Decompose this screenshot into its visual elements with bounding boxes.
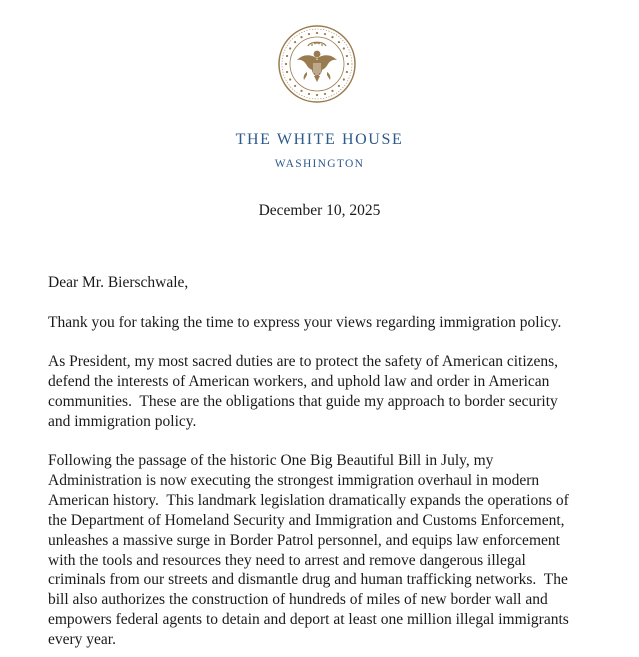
seal-star-icon bbox=[347, 63, 349, 65]
paragraph-line: with the tools and resources they need to arrest and remove dangerous illegal bbox=[48, 551, 526, 569]
paragraph-line: Administration is now executing the strongest immigration overhaul in modern bbox=[48, 471, 540, 489]
paragraph-line: empowers federal agents to detain and deport at least one million illegal immigrants bbox=[48, 611, 569, 629]
seal-star-icon bbox=[294, 41, 296, 43]
seal-star-icon bbox=[346, 55, 348, 57]
paragraph-line: communities. These are the obligations that guide my approach to border security bbox=[48, 392, 558, 410]
paragraph-3 bbox=[48, 451, 604, 650]
seal-star-icon bbox=[346, 71, 348, 73]
paragraph-line: Following the passage of the historic One Big Beautiful Bill in July, my bbox=[48, 452, 494, 469]
salutation: Dear Mr. Bierschwale, bbox=[48, 274, 189, 291]
seal-star-icon bbox=[289, 47, 291, 49]
letter-date: December 10, 2025 bbox=[258, 202, 381, 219]
seal-star-icon bbox=[308, 33, 310, 35]
letterhead-title: THE WHITE HOUSE bbox=[235, 131, 404, 148]
seal-star-icon bbox=[289, 78, 291, 80]
paragraph-line: bill also authorizes the construction of hundreds of miles of new border wall and bbox=[48, 591, 548, 609]
seal-star-icon bbox=[331, 36, 333, 38]
seal-star-icon bbox=[338, 41, 340, 43]
presidential-seal-icon bbox=[277, 24, 357, 104]
seal-star-icon bbox=[338, 85, 340, 87]
seal-star-icon bbox=[343, 47, 345, 49]
seal-star-icon bbox=[308, 93, 310, 95]
seal-star-icon bbox=[286, 71, 288, 73]
paragraph-line: American history. This landmark legislation dramatically expands the operations of bbox=[48, 491, 569, 509]
paragraph-line: criminals from our streets and dismantle drug and human trafficking networks. The bbox=[48, 571, 568, 589]
seal-star-icon bbox=[316, 32, 318, 34]
paragraph-line: every year. bbox=[48, 631, 116, 649]
seal-star-icon bbox=[285, 63, 287, 65]
paragraph-1 bbox=[48, 313, 604, 333]
paragraph-line: and immigration policy. bbox=[48, 412, 197, 430]
seal-star-icon bbox=[343, 78, 345, 80]
letterhead-subtitle: WASHINGTON bbox=[274, 158, 365, 170]
seal-star-icon bbox=[300, 90, 302, 92]
seal-star-icon bbox=[331, 90, 333, 92]
seal-star-icon bbox=[300, 36, 302, 38]
paragraph-2 bbox=[48, 352, 604, 432]
seal-star-icon bbox=[324, 93, 326, 95]
seal-star-icon bbox=[324, 33, 326, 35]
paragraph-line: unleashes a massive surge in Border Patrol personnel, and equips law enforcement bbox=[48, 531, 560, 549]
seal-star-icon bbox=[316, 94, 318, 96]
paragraph-line: As President, my most sacred duties are to protect the safety of American citizens, bbox=[48, 353, 559, 370]
paragraph-line: the Department of Homeland Security and Immigration and Customs Enforcement, bbox=[48, 511, 565, 529]
paragraph-line: defend the interests of American workers, and uphold law and order in American bbox=[48, 372, 550, 390]
seal-star-icon bbox=[294, 85, 296, 87]
paragraph-line: Thank you for taking the time to express your views regarding immigration policy. bbox=[48, 314, 562, 331]
seal-star-icon bbox=[286, 55, 288, 57]
